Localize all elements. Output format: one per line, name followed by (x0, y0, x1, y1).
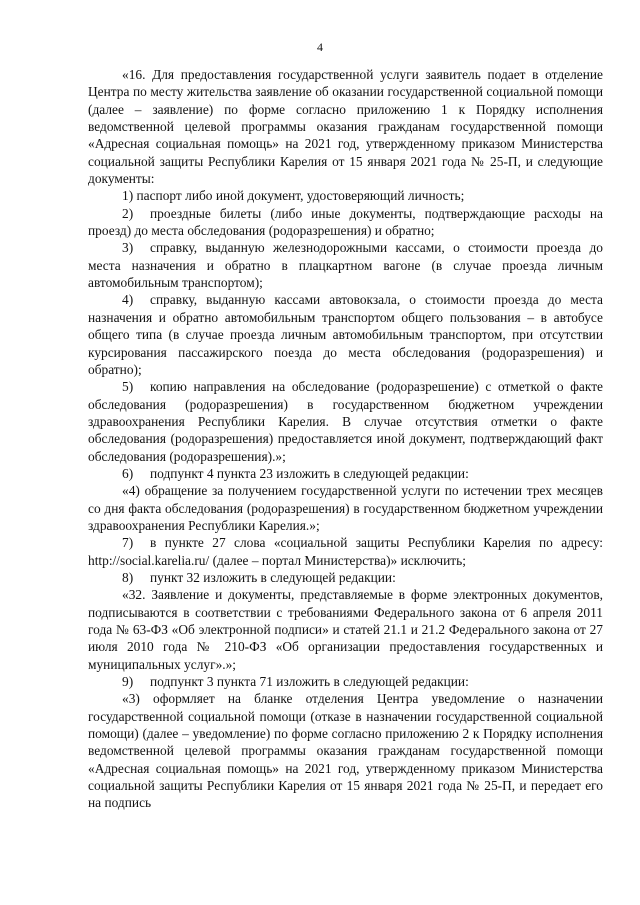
list-number: 6) (122, 465, 134, 481)
list-item-3 (88, 239, 603, 291)
quoted-subparagraph-3: «3) оформляет на бланке отделения Центра уведомление о назначении государственной социальной помощи (отказе в назначении государственной социальной помощи) (далее – уведомление) по форме согласно приложению 2 к Порядку исполнения ведомственной целевой программы оказания гражданам государственной помощи «Адресная социальная помощь» на 2021 год, утвержденному приказом Министерства социальной защиты Республики Карелия от 15 января 2021 года № 25-П, и передает его на подпись (88, 691, 603, 811)
list-item-4 (88, 291, 603, 378)
list-item-9 (88, 673, 603, 690)
list-text: подпункт 4 пункта 23 изложить в следующей редакции: (150, 465, 469, 481)
list-text: справку, выданную кассами автовокзала, о стоимости проезда до места назначения и обратно автомобильным транспортом общего пользования – в автобусе общего типа (в случае проезда личным автомобильным транспортом, при отсутствии курсирования пассажирского поезда до места обследования (родоразрешения) и обратно); (88, 292, 603, 377)
list-number: 3) (122, 240, 134, 256)
list-text: справку, выданную железнодорожными кассами, о стоимости проезда до места назначения и обратно в плацкартном вагоне (в случае проезда личным автомобильным транспортом); (88, 240, 603, 291)
quoted-subparagraph-4: «4) обращение за получением государственной услуги по истечении трех месяцев со дня факта обследования (родоразрешения) в государственном бюджетном учреждении здравоохранения Республики Карелия.»; (88, 483, 603, 533)
list-text: подпункт 3 пункта 71 изложить в следующей редакции: (150, 674, 469, 690)
list-item-7 (88, 534, 603, 569)
list-number: 7) (122, 535, 134, 551)
quoted-paragraph-32: «32. Заявление и документы, представляемые в форме электронных документов, подписываются в соответствии с требованиями Федерального закона от 6 апреля 2011 года № 63-ФЗ «Об электронной подписи» и статей 21.1 и 21.2 Федерального закона от 27 июля 2010 года № 210-ФЗ «Об организации предоставления государственных и муниципальных услуг».»; (88, 587, 603, 672)
list-number: 9) (122, 674, 134, 690)
list-text: проездные билеты (либо иные документы, подтверждающие расходы на проезд) до места обследования (родоразрешения) и обратно; (88, 205, 603, 239)
list-text: пункт 32 изложить в следующей редакции: (150, 569, 396, 585)
paragraph-16: «16. Для предоставления государственной услуги заявитель подает в отделение Центра по месту жительства заявление об оказании государственной социальной помощи (далее – заявление) по форме согласно приложению 1 к Порядку исполнения ведомственной целевой программы оказания гражданам государственной помощи «Адресная социальная помощь» на 2021 год, утвержденному приказом Министерства социальной защиты Республики Карелия от 15 января 2021 года № 25-П, и следующие документы: (88, 67, 603, 187)
list-text: в пункте 27 слова «социальной защиты Республики Карелия по адресу: http://social.karelia.ru/ (далее – портал Министерства)» исключить; (88, 535, 603, 568)
list-item-2 (88, 205, 603, 240)
list-item-6 (88, 465, 603, 482)
list-number: 8) (122, 569, 134, 585)
list-text: копию направления на обследование (родоразрешение) с отметкой о факте обследования (родоразрешения) в государственном бюджетном учреждении здравоохранения Республики Карелия. В случае отсутствия отметки о факте обследования (родоразрешения) предоставляется иной документ, подтверждающий факт обследования (родоразрешения).»; (88, 379, 603, 464)
list-item-8 (88, 569, 603, 586)
list-item-1: 1) паспорт либо иной документ, удостоверяющий личность; (122, 188, 465, 204)
list-number: 5) (122, 379, 134, 395)
list-number: 4) (122, 292, 134, 308)
list-number: 2) (122, 205, 134, 221)
document-body (88, 66, 603, 812)
page-number: 4 (317, 40, 323, 54)
list-item-5 (88, 378, 603, 465)
